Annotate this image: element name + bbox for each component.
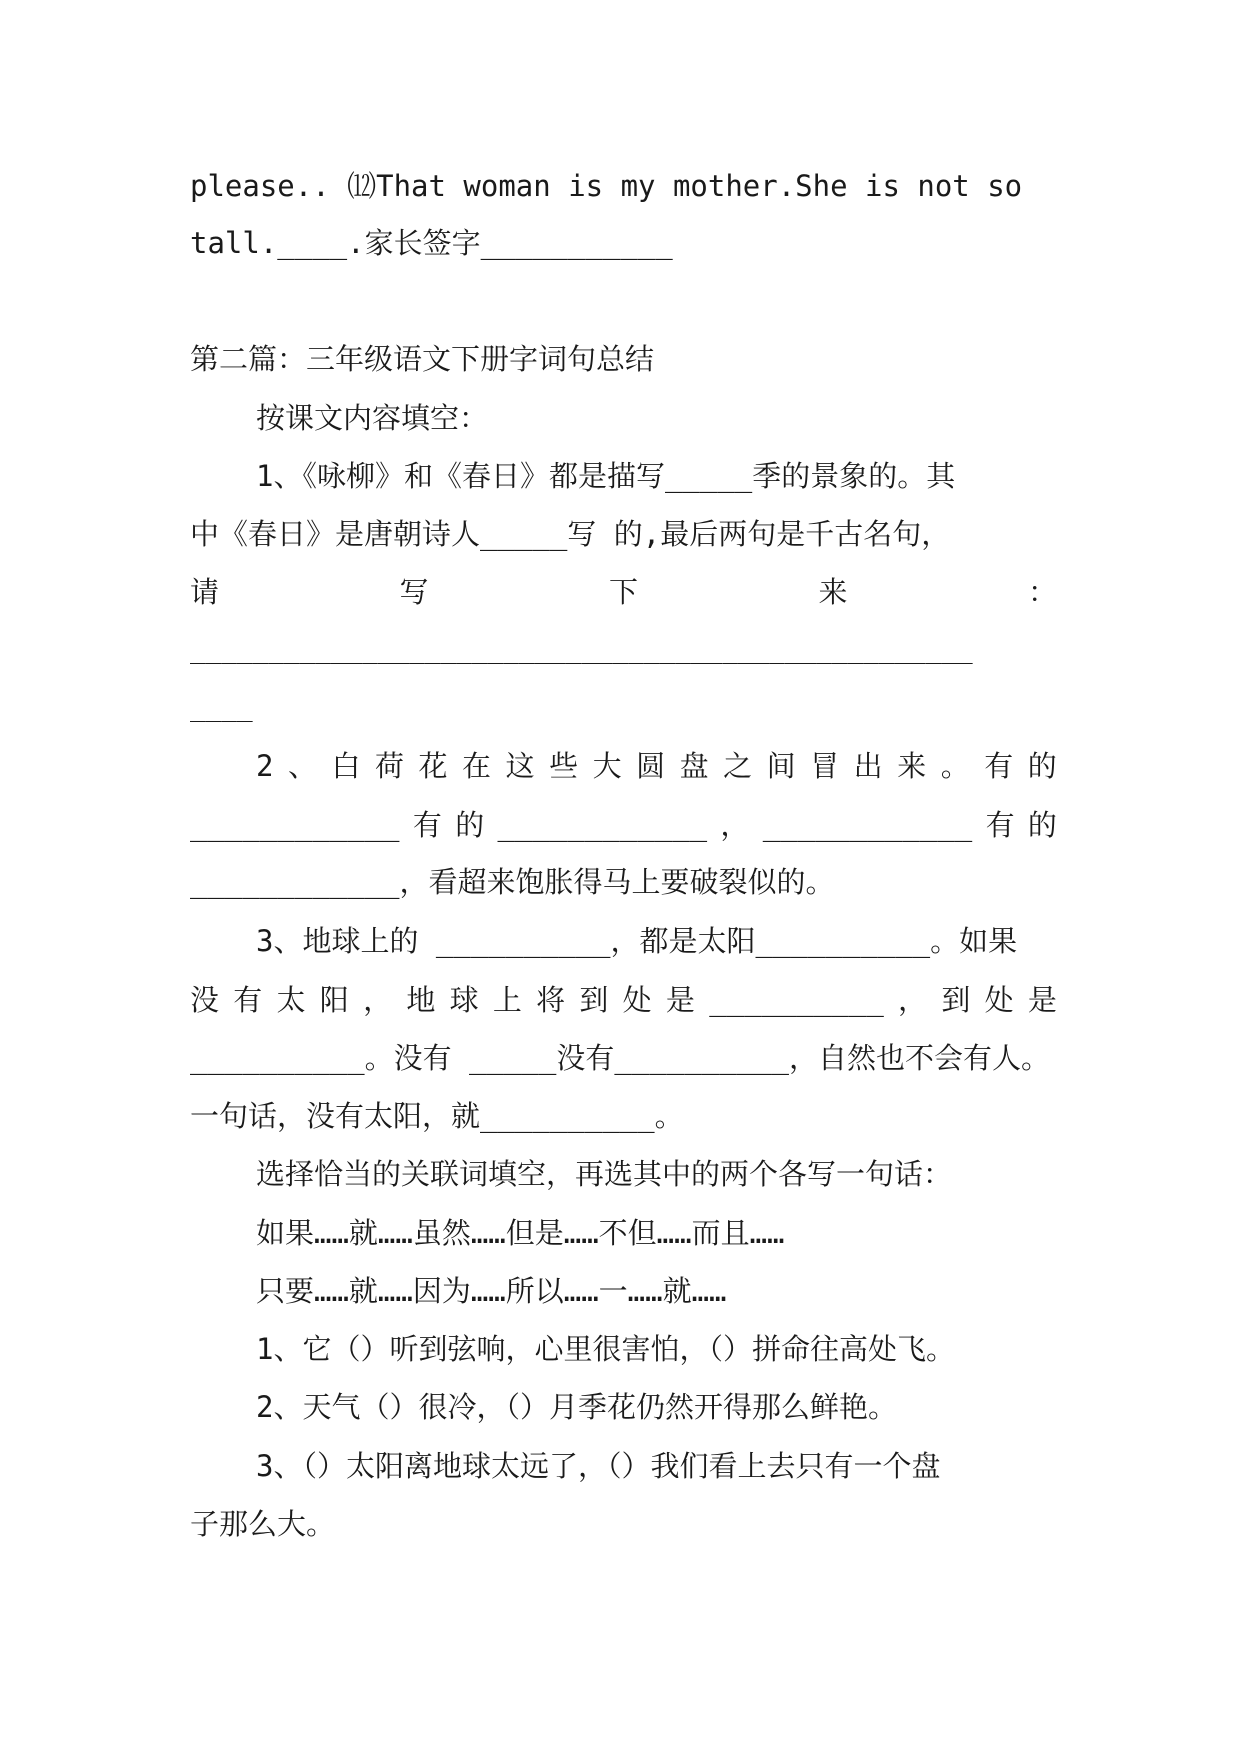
text-line: 选择恰当的关联词填空，再选其中的两个各写一句话： <box>256 1157 953 1191</box>
text-char: 冒 <box>810 749 840 783</box>
text-char: 盘 <box>679 749 709 783</box>
text-char: 圆 <box>636 749 666 783</box>
text-line: 一句话，没有太阳，就__________。 <box>190 1099 684 1133</box>
text-line: __________。没有 _____没有__________，自然也不会有人。 <box>190 1041 1050 1075</box>
text-char: 来 <box>818 575 848 609</box>
text-char: 处 <box>984 983 1014 1017</box>
text-char: ， <box>363 983 393 1017</box>
text-char: 到 <box>579 983 609 1017</box>
text-char: 有 <box>412 808 442 842</box>
text-content: please.. ⑿That woman is my mother.She is not so <box>190 169 1023 203</box>
text-char: 些 <box>549 749 579 783</box>
text-line: 如果……就……虽然……但是……不但……而且…… <box>256 1216 785 1250</box>
text-char: 是 <box>665 983 695 1017</box>
text-char: 。 <box>940 749 970 783</box>
text-char: 是 <box>1027 983 1057 1017</box>
text-line: 2、天气（）很冷，（）月季花仍然开得那么鲜艳。 <box>256 1390 897 1424</box>
text-line <box>190 166 1057 206</box>
text-char: 阳 <box>319 983 349 1017</box>
text-char: 太 <box>276 983 306 1017</box>
text-line: 中《春日》是唐朝诗人_____写 的,最后两句是千古名句， <box>190 517 951 551</box>
text-line: 1、它（）听到弦响，心里很害怕，（）拼命往高处飞。 <box>256 1332 955 1366</box>
answer-blank: ____________ <box>497 808 708 842</box>
text-line-justified <box>190 980 1057 1020</box>
text-line: 子那么大。 <box>190 1507 336 1541</box>
text-char: 地 <box>406 983 436 1017</box>
answer-blank: ____ <box>190 693 253 723</box>
text-char: 到 <box>941 983 971 1017</box>
text-char: 荷 <box>375 749 405 783</box>
text-line-justified <box>190 572 1057 612</box>
text-char: 白 <box>331 749 361 783</box>
answer-blank: ____________ <box>762 808 973 842</box>
text-char: 在 <box>462 749 492 783</box>
text-char: 下 <box>608 575 638 609</box>
text-char: 之 <box>723 749 753 783</box>
text-line: 1、《咏柳》和《春日》都是描写_____季的景象的。其 <box>256 459 956 493</box>
section-title: 第二篇：三年级语文下册字词句总结 <box>190 342 655 376</box>
text-char: 花 <box>418 749 448 783</box>
text-line-justified <box>256 746 1057 786</box>
text-char: 这 <box>505 749 535 783</box>
text-char: 将 <box>536 983 566 1017</box>
text-char: 的 <box>455 808 485 842</box>
text-char: ： <box>1027 575 1057 609</box>
text-char: 上 <box>492 983 522 1017</box>
text-line: 只要……就……因为……所以……一……就…… <box>256 1274 727 1308</box>
text-char: 有 <box>233 983 263 1017</box>
text-line: 3、（）太阳离地球太远了，（）我们看上去只有一个盘 <box>256 1449 941 1483</box>
text-line: ____________，看超来饱胀得马上要破裂似的。 <box>190 865 835 899</box>
text-line: 3、地球上的 __________，都是太阳__________。如果 <box>256 924 1018 958</box>
text-char: 有 <box>984 749 1014 783</box>
answer-blank: __________ <box>709 983 884 1017</box>
text-char: 写 <box>399 575 429 609</box>
text-char: 2 <box>256 749 274 783</box>
text-char: 处 <box>622 983 652 1017</box>
text-char: 出 <box>853 749 883 783</box>
text-char: ， <box>720 808 750 842</box>
answer-blank: ____________ <box>190 808 400 842</box>
answer-blank: __________________________________________________ <box>190 635 973 665</box>
text-char: 请 <box>190 575 220 609</box>
text-char: 间 <box>766 749 796 783</box>
text-char: 的 <box>1027 749 1057 783</box>
text-char: 大 <box>592 749 622 783</box>
text-line-justified <box>190 805 1057 845</box>
text-line: tall.____.家长签字___________ <box>190 226 673 260</box>
text-char: 的 <box>1027 808 1057 842</box>
text-char: 、 <box>287 749 317 783</box>
text-char: 来 <box>897 749 927 783</box>
text-char: 球 <box>449 983 479 1017</box>
text-line: 按课文内容填空： <box>256 401 489 435</box>
text-char: 有 <box>985 808 1015 842</box>
text-char: ， <box>898 983 928 1017</box>
text-char: 没 <box>190 983 220 1017</box>
